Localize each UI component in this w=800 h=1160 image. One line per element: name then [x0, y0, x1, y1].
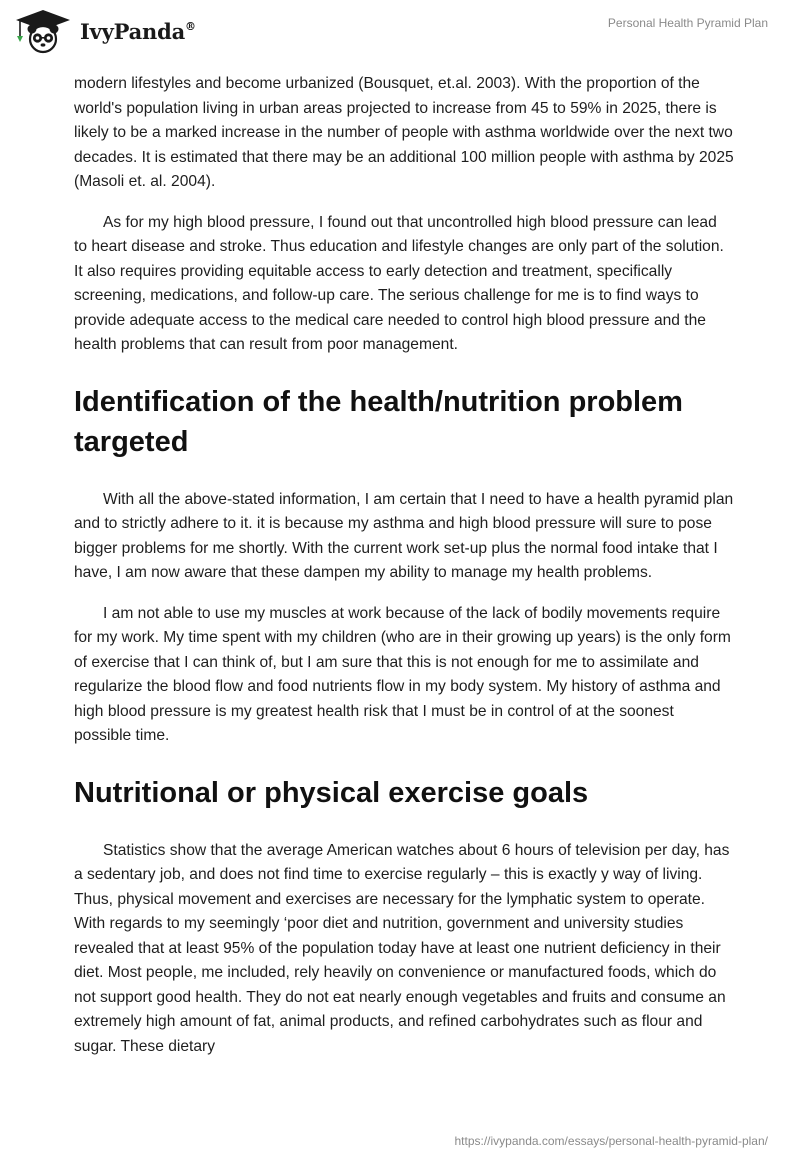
paragraph-statistics: Statistics show that the average American watches about 6 hours of television per day, has a sedentary job, and does not find time to exercise regularly – this is exactly y way of living. Thus, physical movement and exercises are necessary for the lymphatic system to operate. With regards to my seemingly ‘poor diet and nutrition, government and university studies revealed that at least 95% of the population today have at least one nutrient deficiency in their diet. Most people, me included, rely heavily on convenience or manufactured foods, which do not support good health. They do not eat nearly enough vegetables and fruits and consume an extremely high amount of fat, animal products, and refined carbohydrates such as flour and sugar. These dietary	[74, 841, 730, 1055]
page-header	[0, 0, 800, 64]
panda-graduate-icon	[14, 8, 72, 54]
section-heading-problem-identification: Identification of the health/nutrition problem targeted	[74, 385, 683, 458]
paragraph-urbanization-asthma: modern lifestyles and become urbanized (Bousquet, et.al. 2003). With the proportion of the world's population living in urban areas projected to increase from 45 to 59% in 2025, there is likely to be a marked increase in the number of people with asthma worldwide over the next two decades. It is estimated that there may be an additional 100 million people with asthma by 2025 (Masoli et. al. 2004).	[74, 75, 734, 190]
paragraph-high-blood-pressure: As for my high blood pressure, I found out that uncontrolled high blood pressure can lead to heart disease and stroke. Thus education and lifestyle changes are only part of the solution. It also requires providing equitable access to early detection and treatment, specifically screening, medications, and follow-up care. The serious challenge for me is to find ways to provide adequate access to the medical care needed to control high blood pressure and the health problems that can result from poor management.	[74, 213, 724, 353]
brand-name: IvyPanda®	[80, 18, 196, 44]
section-heading-goals: Nutritional or physical exercise goals	[74, 776, 589, 809]
source-url-link[interactable]: https://ivypanda.com/essays/personal-health-pyramid-plan/	[454, 1134, 768, 1148]
brand-logo[interactable]	[14, 8, 196, 54]
essay-content	[74, 72, 734, 1075]
paragraph-lack-of-exercise: I am not able to use my muscles at work because of the lack of bodily movements require for my work. My time spent with my children (who are in their growing up years) is the only form of exercise that I can think of, but I am sure that this is not enough for me to assimilate and regularize the blood flow and food nutrients flow in my body system. My history of asthma and high blood pressure is my greatest health risk that I must be in control of at the soonest possible time.	[74, 604, 731, 744]
paragraph-health-pyramid-need: With all the above-stated information, I am certain that I need to have a health pyramid plan and to strictly adhere to it. it is because my asthma and high blood pressure will sure to pose bigger problems for me shortly. With the current work set-up plus the normal food intake that I have, I am now aware that these dampen my ability to manage my health problems.	[74, 490, 734, 581]
document-title: Personal Health Pyramid Plan	[607, 16, 768, 30]
